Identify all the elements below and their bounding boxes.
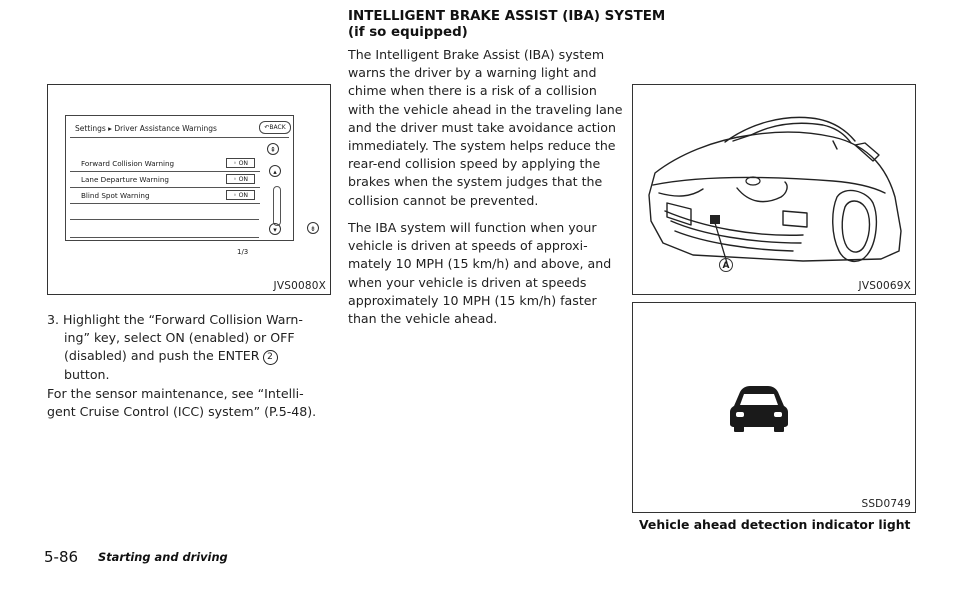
text-line: than the vehicle ahead. — [348, 311, 498, 327]
text-line: For the sensor maintenance, see “Intelli- — [47, 386, 304, 401]
scroll-down-icon[interactable]: ▾ — [269, 223, 281, 235]
back-arrow-icon: ↶ — [264, 124, 270, 131]
text-line: immediately. The system helps reduce the — [348, 138, 616, 154]
text-line: collision cannot be prevented. — [348, 192, 539, 208]
title-line: (if so equipped) — [348, 25, 468, 40]
text-line: mately 10 MPH (15 km/h) and above, and — [348, 256, 612, 272]
toggle-dot-icon: ◦ — [232, 176, 237, 183]
text-line — [47, 347, 337, 365]
figure-caption: Vehicle ahead detection indicator light — [639, 517, 911, 532]
scroll-bottom-icon[interactable]: ⇟ — [307, 222, 319, 234]
page-number: 5-86 — [44, 548, 79, 566]
scroll-up-icon[interactable]: ▴ — [269, 165, 281, 177]
text-line: warns the driver by a warning light and — [348, 65, 597, 81]
settings-screen-figure — [47, 84, 331, 295]
car-figure — [632, 84, 916, 295]
title-line: INTELLIGENT BRAKE ASSIST (IBA) SYSTEM — [348, 9, 666, 24]
toggle-dot-icon: ◦ — [232, 192, 237, 199]
breadcrumb — [75, 124, 217, 133]
header-divider — [70, 137, 289, 138]
list-divider — [70, 237, 259, 238]
breadcrumb-settings: Settings — [75, 124, 106, 133]
text-line: brakes when the system judges that the — [348, 174, 603, 190]
figure-id: SSD0749 — [861, 498, 911, 510]
text-line: 3. Highlight the “Forward Collision Warn- — [47, 312, 303, 327]
toggle-state: ON — [238, 160, 249, 167]
page-indicator: 1/3 — [237, 248, 249, 256]
text-line: The IBA system will function when your — [348, 220, 597, 235]
figure-id: JVS0080X — [273, 280, 326, 292]
text-line: ing” key, select ON (enabled) or OFF — [64, 330, 295, 346]
iba-paragraph-1 — [348, 46, 633, 210]
option-label: Lane Departure Warning — [81, 175, 169, 184]
iba-paragraph-2 — [348, 219, 633, 328]
text-line: approximately 10 MPH (15 km/h) faster — [348, 292, 597, 308]
option-label: Forward Collision Warning — [81, 159, 175, 168]
option-row-lane-departure[interactable] — [70, 172, 260, 188]
text-line: rear-end collision speed by applying the — [348, 156, 601, 172]
sensor-block-icon — [710, 215, 720, 224]
option-label: Blind Spot Warning — [81, 191, 150, 200]
sensor-maintenance-text — [47, 385, 342, 421]
option-row-forward-collision[interactable] — [70, 156, 260, 172]
text-line: chime when there is a risk of a collision — [348, 83, 597, 99]
toggle-state: ON — [238, 176, 249, 183]
indicator-figure — [632, 302, 916, 513]
figure-id: JVS0069X — [858, 280, 911, 292]
list-divider — [70, 219, 259, 220]
text-line: The Intelligent Brake Assist (IBA) system — [348, 47, 605, 62]
section-title — [348, 9, 665, 41]
callout-a-icon: A — [719, 258, 733, 272]
scroll-top-icon[interactable]: ⇞ — [267, 143, 279, 155]
toggle-dot-icon: ◦ — [232, 160, 237, 167]
display-screen — [65, 115, 294, 256]
text-line: gent Cruise Control (ICC) system” (P.5-48). — [47, 404, 317, 420]
on-toggle[interactable] — [226, 190, 255, 200]
car-illustration — [633, 85, 915, 294]
step-3-text — [47, 311, 337, 384]
on-toggle[interactable] — [226, 158, 255, 168]
breadcrumb-arrow-icon: ▸ — [108, 124, 112, 133]
toggle-state: ON — [238, 192, 249, 199]
text-line: and the driver must take avoidance action — [348, 119, 616, 135]
section-name: Starting and driving — [98, 550, 228, 564]
option-row-blind-spot[interactable] — [70, 188, 260, 204]
back-label: BACK — [269, 124, 286, 131]
on-toggle[interactable] — [226, 174, 255, 184]
scrollbar[interactable] — [273, 186, 281, 226]
text-segment: (disabled) and push the ENTER — [64, 348, 260, 364]
callout-2-icon: 2 — [263, 350, 278, 365]
text-line: with the vehicle ahead in the traveling lane — [348, 101, 623, 117]
text-line: button. — [64, 366, 110, 382]
breadcrumb-current: Driver Assistance Warnings — [114, 124, 217, 133]
vehicle-ahead-indicator-icon — [730, 386, 788, 432]
back-button[interactable] — [259, 121, 291, 134]
text-line: vehicle is driven at speeds of approxi- — [348, 238, 588, 254]
text-line: when your vehicle is driven at speeds — [348, 274, 587, 290]
